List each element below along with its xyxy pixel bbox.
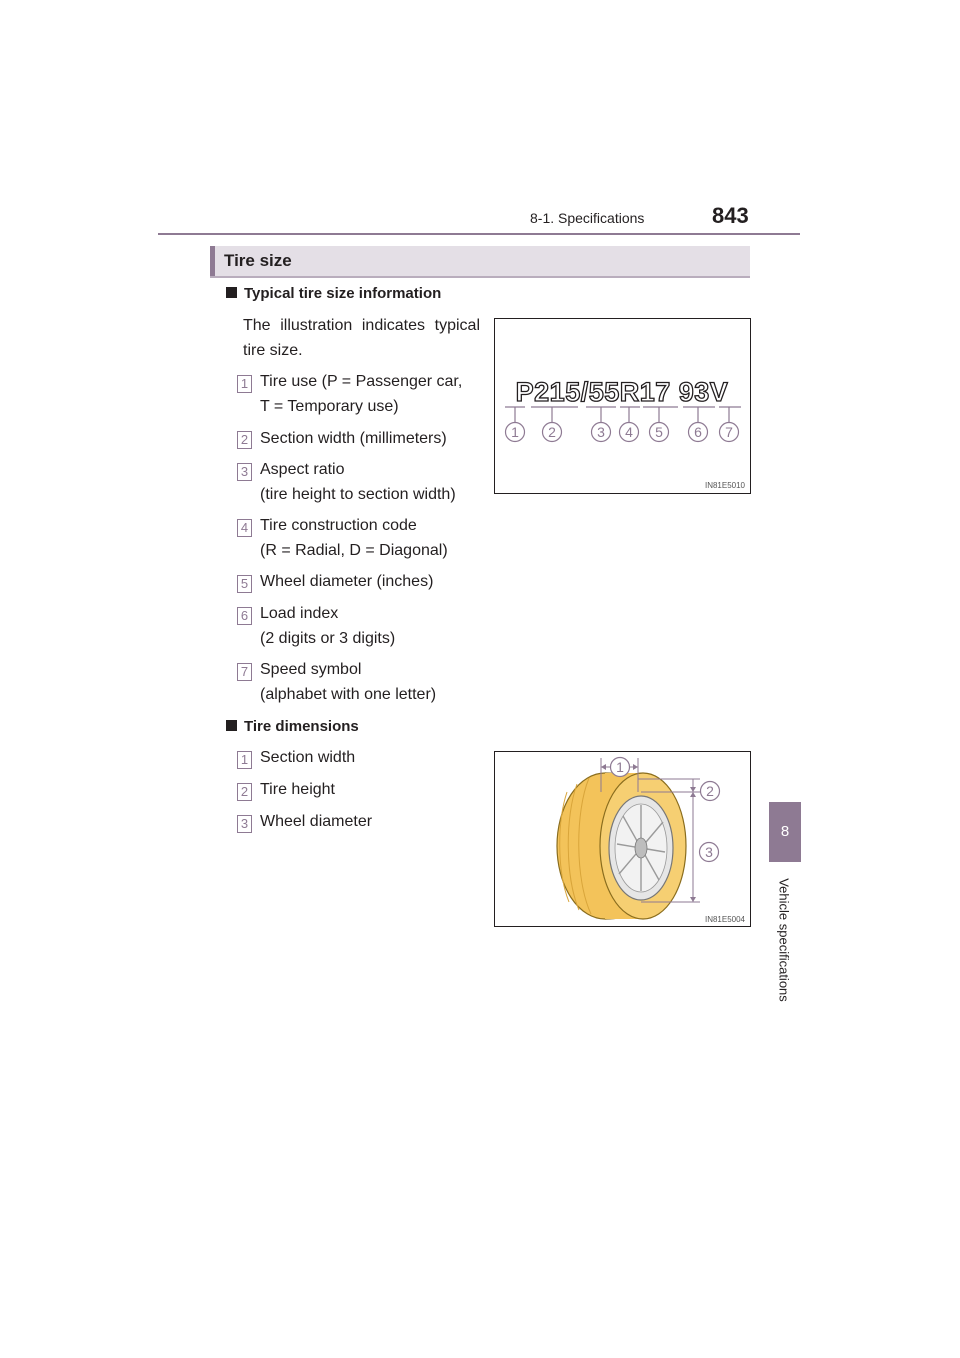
callout-number: 7 [725,424,733,440]
list-item: Load index (2 digits or 3 digits) [260,605,396,647]
list-item: Section width [260,749,356,766]
item-number-badge: 7 [237,663,252,681]
callout-number: 2 [548,424,556,440]
item-number-badge: 1 [237,375,252,393]
callout-number: 3 [597,424,605,440]
tire-dimensions-figure [494,751,751,927]
section-title-accent [210,246,215,276]
bullet-square-icon [226,720,237,731]
item-number-badge: 2 [237,783,252,801]
typical-intro: The illustration indicates typical tire size. [243,317,480,359]
tire-size-code-figure [494,318,751,494]
list-item: Aspect ratio (tire height to section width) [260,461,456,503]
subheading-typical: Typical tire size information [226,285,441,302]
section-title-bar [210,246,750,276]
section-title: Tire size [224,251,292,270]
callout-number: 6 [694,424,702,440]
chapter-tab-number: 8 [769,802,801,862]
item-number-badge: 1 [237,751,252,769]
item-number-badge: 3 [237,463,252,481]
list-item: Tire construction code (R = Radial, D = Diagonal) [260,517,448,559]
list-item: Tire height [260,781,335,798]
running-header-section: 8-1. Specifications [530,210,645,226]
header-rule [158,233,800,235]
list-item: Wheel diameter [260,813,373,830]
list-item: Wheel diameter (inches) [260,573,434,590]
callout-number: 1 [616,759,624,775]
tire-size-code-text: P215/55R17 93V [515,377,729,407]
page-number: 843 [712,203,749,228]
item-number-badge: 3 [237,815,252,833]
item-number-badge: 6 [237,607,252,625]
callout-number: 2 [706,783,714,799]
list-item: Speed symbol (alphabet with one letter) [260,661,437,703]
figure-reference-code: IN81E5004 [704,915,745,924]
callout-number: 1 [511,424,519,440]
subheading-dimensions: Tire dimensions [226,718,359,735]
bullet-square-icon [226,287,237,298]
item-number-badge: 2 [237,431,252,449]
list-item: Tire use (P = Passenger car, T = Temporary use) [260,373,463,415]
item-number-badge: 4 [237,519,252,537]
callout-leader-lines [505,407,741,423]
callout-number: 3 [705,844,713,860]
callout-number: 5 [655,424,663,440]
item-number-badge: 5 [237,575,252,593]
figure-reference-code: IN81E5010 [704,481,745,490]
list-item: Section width (millimeters) [260,430,447,447]
callout-number: 4 [625,424,633,440]
section-title-underline [210,276,750,278]
